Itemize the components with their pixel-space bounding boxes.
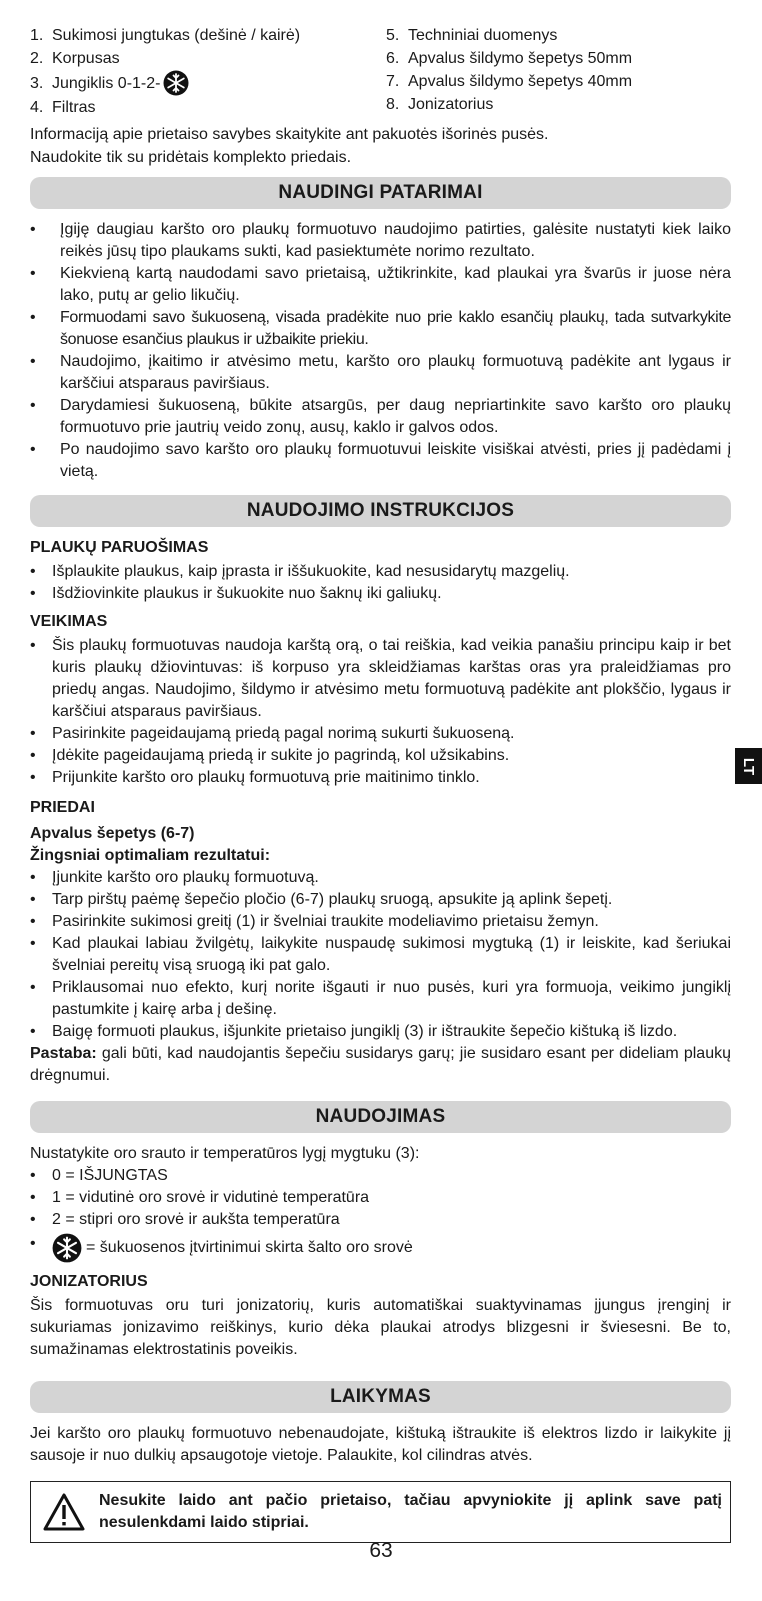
list-item: • Kiekvieną kartą naudodami savo prietaisą, užtikrinkite, kad plaukai yra švarūs ir juose nėra lako, putų ar gelio likučių.	[30, 263, 731, 307]
heading-round-brush: Apvalus šepetys (6-7)	[30, 825, 195, 842]
ionizer-text: Šis formuotuvas oru turi jonizatorių, kuris automatiškai suaktyvinamas įjungus įrenginį ir sukuriamas jonizavimo reiškinys, kurio dėka plaukai atrodys blizgesni ir šviesesni. Be to, sumažinamas elektrostatinis poveikis.	[30, 1297, 731, 1358]
section-bar-tips: NAUDINGI PATARIMAI	[30, 177, 731, 209]
note-line: Naudokite tik su pridėtais komplekto priedais.	[30, 149, 352, 166]
list-item: • Išdžiovinkite plaukus ir šukuokite nuo šaknų iki galiukų.	[30, 583, 731, 605]
usage-intro: Nustatykite oro srauto ir temperatūros lygį mygtuku (3):	[30, 1145, 420, 1162]
section-bar-usage: NAUDOJIMAS	[30, 1101, 731, 1133]
parts-column-right	[386, 24, 632, 119]
section-bar-instructions: NAUDOJIMO INSTRUKCIJOS	[30, 495, 731, 527]
parts-list	[30, 24, 731, 119]
heading-preparation: PLAUKŲ PARUOŠIMAS	[30, 539, 209, 556]
snowflake-icon	[163, 70, 189, 96]
snowflake-icon	[52, 1233, 82, 1263]
heading-operation: VEIKIMAS	[30, 613, 108, 630]
list-item: • Įgiję daugiau karšto oro plaukų formuotuvo naudojimo patirties, galėsite nustatyti kiek laiko reikės jūsų tipo plaukams sukti, kad pasiektumėte norimo rezultato.	[30, 219, 731, 263]
operation-list	[30, 635, 731, 789]
page-number: 63	[369, 1539, 393, 1562]
language-tab: LT	[735, 748, 762, 784]
note-text: gali būti, kad naudojantis šepečiu susidarys garų; jie susidaro esant per dideliam plaukų drėgnumui.	[30, 1045, 731, 1084]
list-item: • Kad plaukai labiau žvilgėtų, laikykite nuspaudę sukimosi mygtuką (1) ir leiskite, kad šeriukai švelniai pereitų visą sruogą iki pat galo.	[30, 933, 731, 977]
usage-list	[30, 1165, 731, 1263]
list-item	[30, 1233, 731, 1263]
list-item: • Priklausomai nuo efekto, kurį norite išgauti ir nuo pusės, kuri yra formuoja, veikimo jungiklį pastumkite į kairę arba į dešinę.	[30, 977, 731, 1021]
list-item: • Prijunkite karšto oro plaukų formuotuvą prie maitinimo tinklo.	[30, 767, 731, 789]
list-item: • 1 = vidutinė oro srovė ir vidutinė temperatūra	[30, 1187, 731, 1209]
heading-accessories: PRIEDAI	[30, 799, 95, 816]
warning-text: Nesukite laido ant pačio prietaiso, tačiau apvyniokite jį aplink save patį nesulenkdami laido stipriai.	[99, 1492, 722, 1531]
list-item: • Įdėkite pageidaujamą priedą ir sukite jo pagrindą, kol užsikabins.	[30, 745, 731, 767]
list-item: • Formuodami savo šukuoseną, visada pradėkite nuo prie kaklo esančių plaukų, tada sutvarkykite šonuose esančius plaukus ir užbaikite priekiu.	[30, 307, 731, 351]
list-item: • Pasirinkite pageidaujamą priedą pagal norimą sukurti šukuoseną.	[30, 723, 731, 745]
part-item: 6. Apvalus šildymo šepetys 50mm	[386, 50, 633, 67]
list-item: • Darydamiesi šukuoseną, būkite atsargūs, per daug nepriartinkite savo karšto oro plaukų formuotuvo prie jautrių veido zonų, ausų, kaklo ir galvos odos.	[30, 395, 731, 439]
cold-air-item: • = šukuosenos įtvirtinimui skirta šalto oro srovė	[52, 1233, 731, 1263]
preparation-list	[30, 561, 731, 605]
part-item: 4. Filtras	[30, 99, 96, 116]
warning-triangle-icon	[42, 1492, 86, 1532]
part-item: 7. Apvalus šildymo šepetys 40mm	[386, 73, 633, 90]
list-item: • Tarp pirštų paėmę šepečio pločio (6-7) plaukų sruogą, apsukite ją aplink šepetį.	[30, 889, 731, 911]
warning-icon-wrap	[39, 1492, 89, 1532]
list-item: • Baigę formuoti plaukus, išjunkite prietaiso jungiklį (3) ir ištraukite šepečio kištuką iš lizdo.	[30, 1021, 731, 1043]
part-item: 3. Jungiklis 0-1-2-	[30, 70, 386, 96]
section-bar-storage: LAIKYMAS	[30, 1381, 731, 1413]
steps-list	[30, 867, 731, 1043]
note-paragraph	[30, 1043, 731, 1087]
note-label: Pastaba:	[30, 1045, 97, 1062]
list-item: • Šis plaukų formuotuvas naudoja karštą orą, o tai reiškia, kad veikia panašiu principu kaip ir bet kuris plaukų džiovintuvas: iš korpuso yra skleidžiamas karštas oras yra praleidžiamas pro priedų angas. Naudojimo, šildymo ir atvėsimo metu formuotuvą padėkite ant plokščio, lygaus ir karščiui atsparaus paviršiaus.	[30, 635, 731, 723]
part-item: 8. Jonizatorius	[386, 96, 494, 113]
note-line: Informaciją apie prietaiso savybes skaitykite ant pakuotės išorinės pusės.	[30, 126, 549, 143]
parts-column-left	[30, 24, 386, 119]
list-item: • Įjunkite karšto oro plaukų formuotuvą.	[30, 867, 731, 889]
part-item: 2. Korpusas	[30, 50, 120, 67]
part-item: 5. Techniniai duomenys	[386, 27, 558, 44]
list-item: • Pasirinkite sukimosi greitį (1) ir švelniai traukite modeliavimo prietaisu žemyn.	[30, 911, 731, 933]
list-item: • Naudojimo, įkaitimo ir atvėsimo metu, karšto oro plaukų formuotuvą padėkite ant lygaus ir karščiui atsparaus paviršiaus.	[30, 351, 731, 395]
part-item: 1. Sukimosi jungtukas (dešinė / kairė)	[30, 27, 301, 44]
list-item: • 2 = stipri oro srovė ir aukšta temperatūra	[30, 1209, 731, 1231]
manual-page	[30, 24, 731, 1543]
list-item: • Po naudojimo savo karšto oro plaukų formuotuvui leiskite visiškai atvėsti, pries jį padėdami į vietą.	[30, 439, 731, 483]
heading-steps: Žingsniai optimaliam rezultatui:	[30, 847, 271, 864]
list-item: • 0 = IŠJUNGTAS	[30, 1165, 731, 1187]
heading-ionizer: JONIZATORIUS	[30, 1273, 148, 1290]
tips-list	[30, 219, 731, 483]
list-item: • Išplaukite plaukus, kaip įprasta ir iššukuokite, kad nesusidarytų mazgelių.	[30, 561, 731, 583]
storage-text: Jei karšto oro plaukų formuotuvo nebenaudojate, kištuką ištraukite iš elektros lizdo ir laikykite jį sausoje ir nuo dulkių apsaugotoje vietoje. Palaukite, kol cilindras atvės.	[30, 1425, 731, 1464]
warning-box	[30, 1481, 731, 1543]
